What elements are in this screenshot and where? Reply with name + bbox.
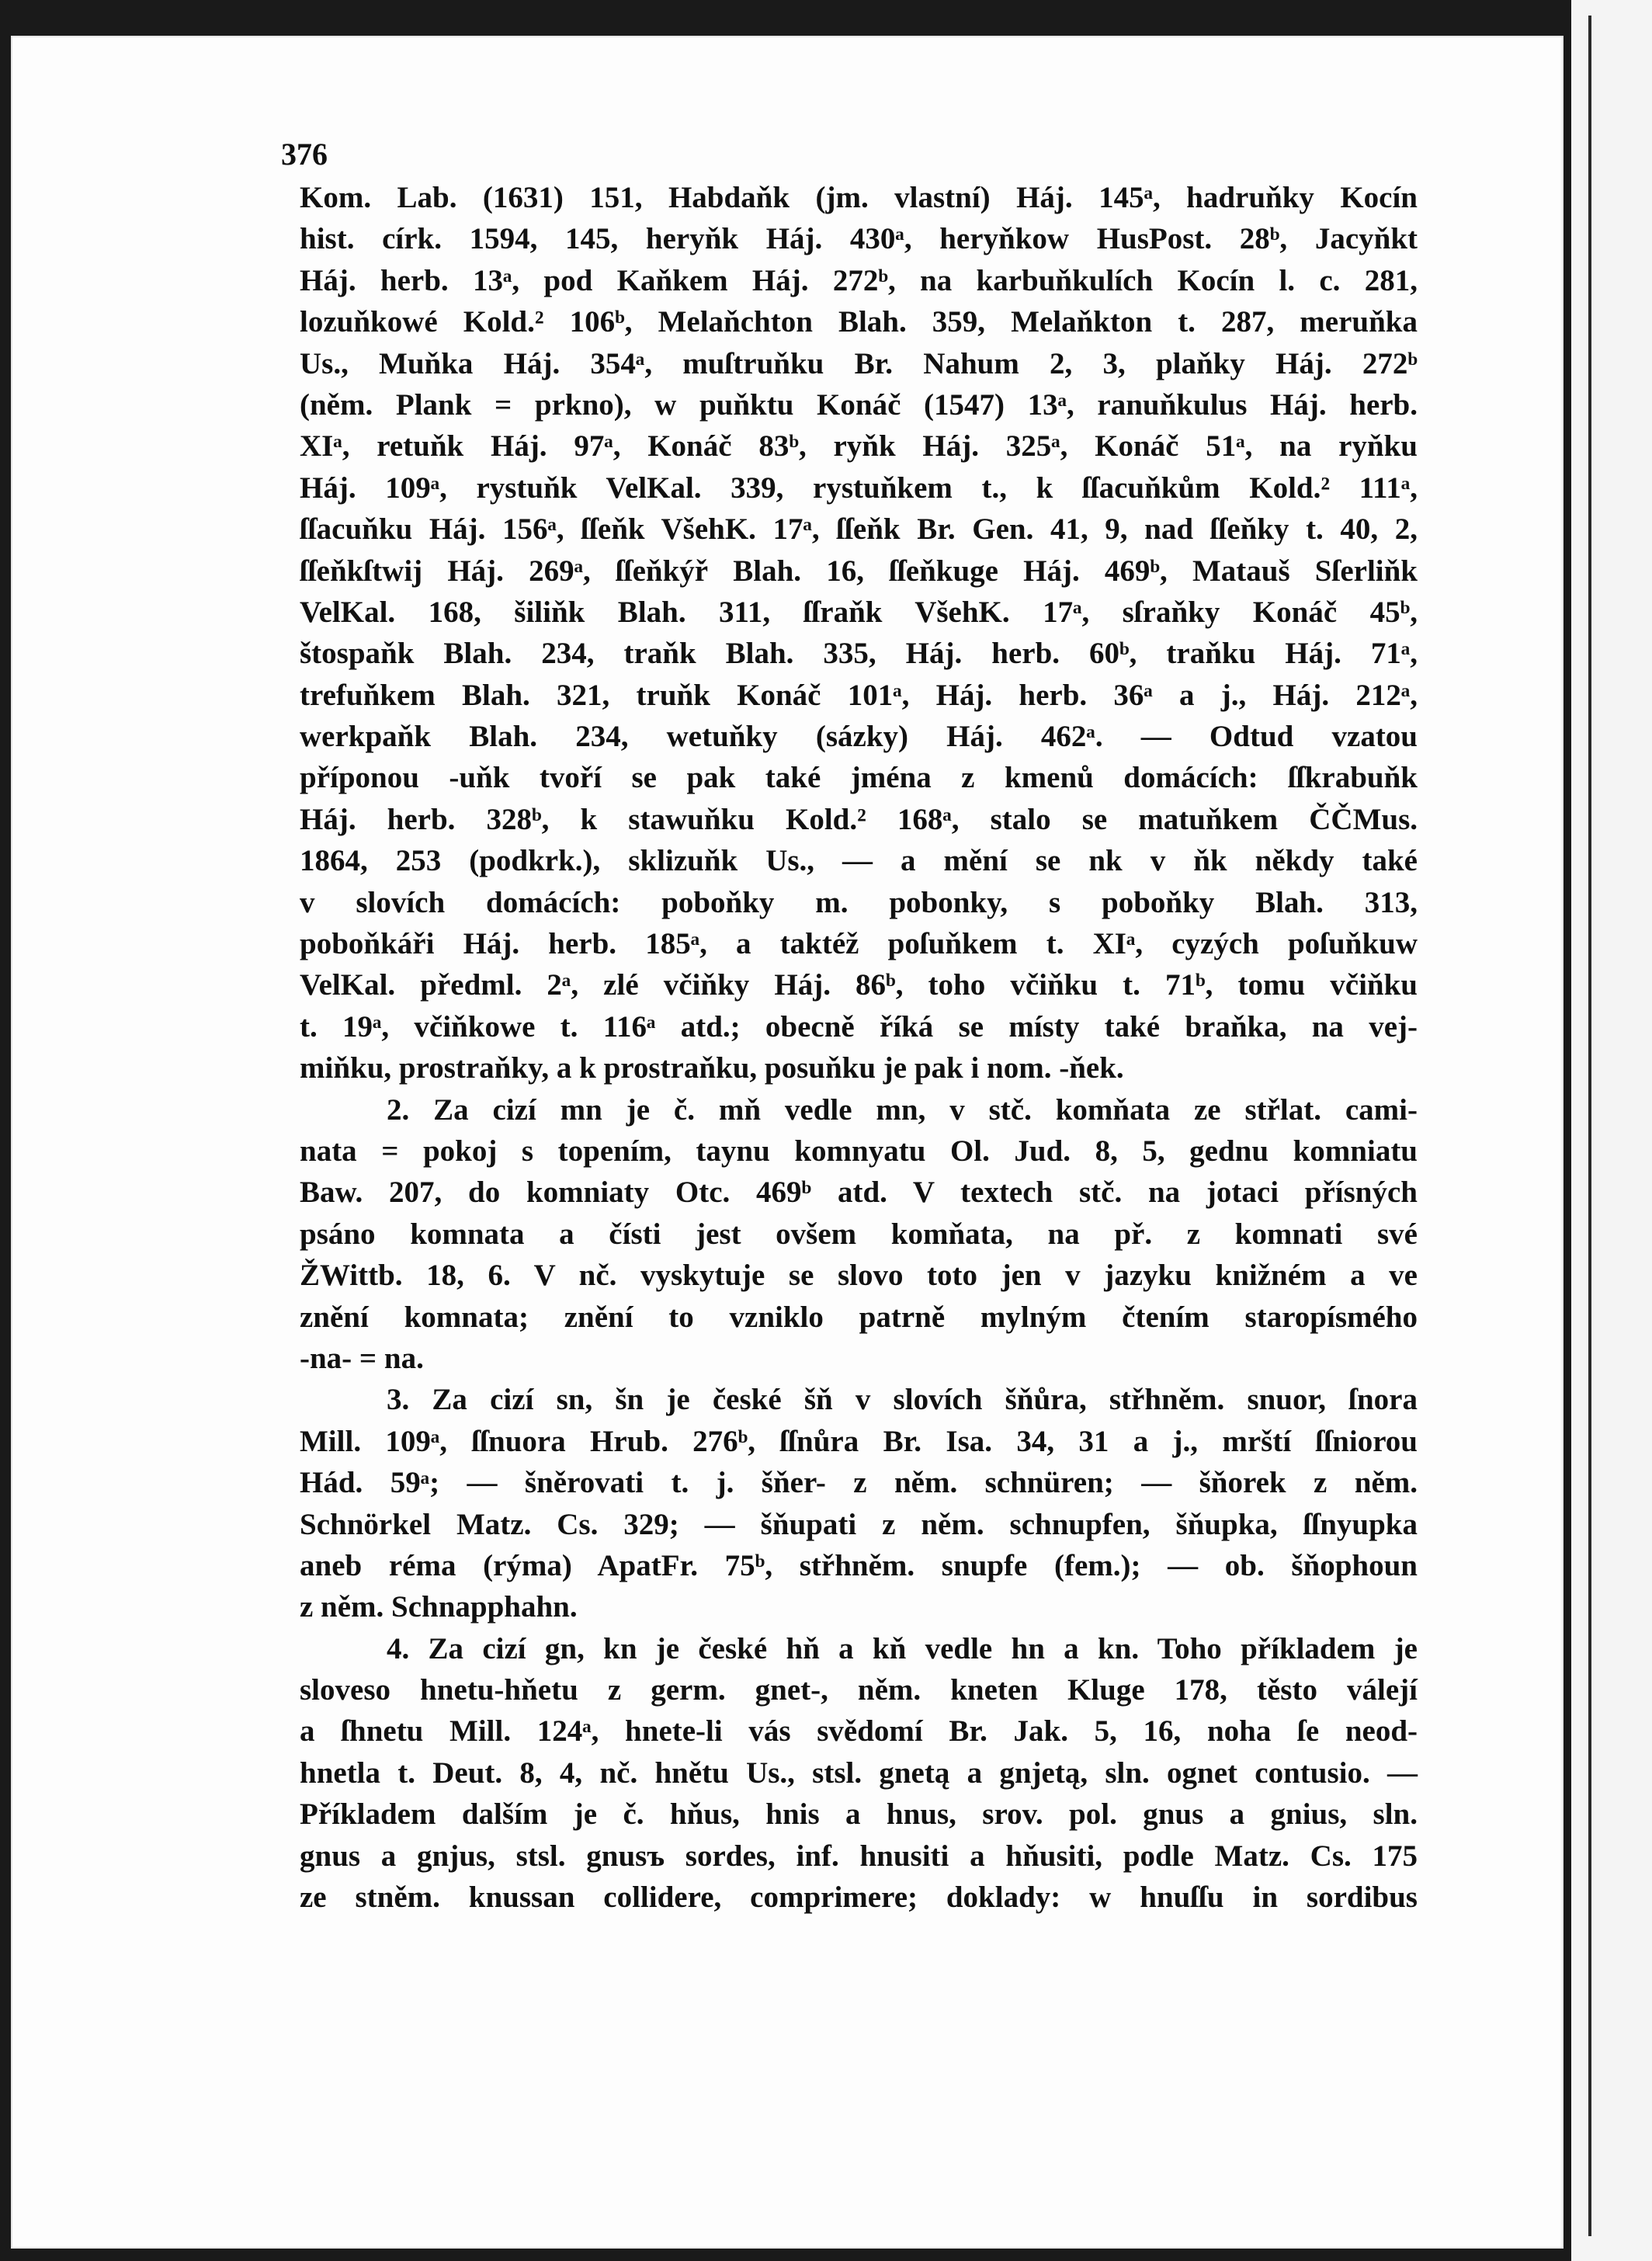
text-line: VelKal. 168, šiliňk Blah. 311, ſſraňk VšehK. 17ᵃ, sſraňky Konáč 45ᵇ, — [300, 595, 1418, 629]
text-line: hist. círk. 1594, 145, heryňk Háj. 430ᵃ, heryňkow HusPost. 28ᵇ, Jacyňkt — [300, 222, 1418, 256]
text-line: Us., Muňka Háj. 354ᵃ, muſtruňku Br. Nahum 2, 3, plaňky Háj. 272ᵇ — [300, 346, 1418, 380]
text-line: gnus a gnjus, stsl. gnusъ sordes, inf. hnusiti a hňusiti, podle Matz. Cs. 175 — [300, 1839, 1418, 1873]
text-line: znění komnata; znění to vzniklo patrně mylným čtením staropísmého — [300, 1300, 1418, 1334]
text-line: Baw. 207, do komniaty Otc. 469ᵇ atd. V textech stč. na jotaci přísných — [300, 1176, 1418, 1210]
text-line: lozuňkowé Kold.² 106ᵇ, Melaňchton Blah. 359, Melaňkton t. 287, meruňka — [300, 305, 1418, 339]
text-line: Háj. 109ᵃ, rystuňk VelKal. 339, rystuňkem t., k ſſacuňkům Kold.² 111ᵃ, — [300, 471, 1418, 505]
text-line: 2. Za cizí mn je č. mň vedle mn, v stč. komňata ze střlat. cami- — [387, 1092, 1418, 1127]
text-line: miňku, prostraňky, a k prostraňku, posuňku je pak i nom. -ňek. — [300, 1051, 1124, 1085]
text-line: 1864, 253 (podkrk.), sklizuňk Us., — a mění se nk v ňk někdy také — [300, 844, 1418, 878]
text-line: ze stněm. knussan collidere, comprimere; doklady: w hnuſſu in sordibus — [300, 1881, 1418, 1915]
text-line: Mill. 109ᵃ, ſſnuora Hrub. 276ᵇ, ſſnůra Br. Isa. 34, 31 a j., mrští ſſniorou — [300, 1424, 1418, 1458]
text-line: (něm. Plank = prkno), w puňktu Konáč (1547) 13ᵃ, ranuňkulus Háj. herb. — [300, 387, 1418, 422]
scan-gutter-line — [1588, 16, 1591, 2236]
text-line: ſſeňkſtwij Háj. 269ᵃ, ſſeňkýř Blah. 16, ſſeňkuge Háj. 469ᵇ, Matauš Sſerliňk — [300, 554, 1418, 588]
text-line: Příkladem dalším je č. hňus, hnis a hnus, srov. pol. gnus a gnius, sln. — [300, 1797, 1418, 1832]
text-line: VelKal. předml. 2ᵃ, zlé včiňky Háj. 86ᵇ, toho včiňku t. 71ᵇ, tomu včiňku — [300, 968, 1418, 1002]
text-line: werkpaňk Blah. 234, wetuňky (sázky) Háj. 462ᵃ. — Odtud vzatou — [300, 720, 1418, 754]
text-line: v slovích domácích: poboňky m. pobonky, s poboňky Blah. 313, — [300, 885, 1418, 919]
text-line: XIᵃ, retuňk Háj. 97ᵃ, Konáč 83ᵇ, ryňk Háj. 325ᵃ, Konáč 51ᵃ, na ryňku — [300, 429, 1418, 464]
text-line: -na- = na. — [300, 1341, 424, 1375]
text-line: Schnörkel Matz. Cs. 329; — šňupati z něm. schnupfen, šňupka, ſſnyupka — [300, 1507, 1418, 1541]
text-line: hnetla t. Deut. 8, 4, nč. hnětu Us., stsl. gnetą a gnjetą, sln. ognet contusio. — — [300, 1756, 1418, 1790]
text-line: z něm. Schnapphahn. — [300, 1590, 578, 1624]
text-line: příponou -uňk tvoří se pak také jména z kmenů domácích: ſſkrabuňk — [300, 761, 1418, 795]
text-line: Kom. Lab. (1631) 151, Habdaňk (jm. vlastní) Háj. 145ᵃ, hadruňky Kocín — [300, 181, 1418, 214]
text-line: poboňkáři Háj. herb. 185ᵃ, a taktéž poſuňkem t. XIᵃ, cyzých poſuňkuw — [300, 927, 1418, 961]
text-line: sloveso hnetu-hňetu z germ. gnet-, něm. kneten Kluge 178, těsto válejí — [300, 1673, 1418, 1707]
text-line: a ſhnetu Mill. 124ᵃ, hnete-li vás svědomí Br. Jak. 5, 16, noha ſe neod- — [300, 1714, 1418, 1749]
text-line: psáno komnata a čísti jest ovšem komňata, na př. z komnati své — [300, 1217, 1418, 1251]
text-line: ſſacuňku Háj. 156ᵃ, ſſeňk VšehK. 17ᵃ, ſſeňk Br. Gen. 41, 9, nad ſſeňky t. 40, 2, — [300, 512, 1418, 547]
text-line: Háj. herb. 13ᵃ, pod Kaňkem Háj. 272ᵇ, na karbuňkulích Kocín l. c. 281, — [300, 263, 1418, 297]
page-number: 376 — [281, 137, 328, 172]
text-line: 3. Za cizí sn, šn je české šň v slovích šňůra, střhněm. snuor, ſnora — [387, 1383, 1418, 1417]
scan-background-edge — [1571, 0, 1652, 2261]
text-line: Háj. herb. 328ᵇ, k stawuňku Kold.² 168ᵃ, stalo se matuňkem ČČMus. — [300, 802, 1418, 836]
text-line: t. 19ᵃ, včiňkowe t. 116ᵃ atd.; obecně říká se místy také braňka, na vej- — [300, 1009, 1418, 1044]
text-line: 4. Za cizí gn, kn je české hň a kň vedle hn a kn. Toho příkladem je — [387, 1631, 1418, 1665]
text-line: aneb réma (rýma) ApatFr. 75ᵇ, střhněm. snupfe (fem.); — ob. šňophoun — [300, 1548, 1418, 1582]
text-line: ŽWittb. 18, 6. V nč. vyskytuje se slovo toto jen v jazyku knižném a ve — [300, 1259, 1418, 1293]
text-line: Hád. 59ᵃ; — šněrovati t. j. šňer- z něm. schnüren; — šňorek z něm. — [300, 1466, 1418, 1500]
page-body-text — [300, 177, 1418, 1918]
text-line: štospaňk Blah. 234, traňk Blah. 335, Háj. herb. 60ᵇ, traňku Háj. 71ᵃ, — [300, 637, 1418, 671]
text-line: trefuňkem Blah. 321, truňk Konáč 101ᵃ, Háj. herb. 36ᵃ a j., Háj. 212ᵃ, — [300, 678, 1418, 712]
text-line: nata = pokoj s topením, taynu komnyatu Ol. Jud. 8, 5, gednu komniatu — [300, 1134, 1418, 1168]
